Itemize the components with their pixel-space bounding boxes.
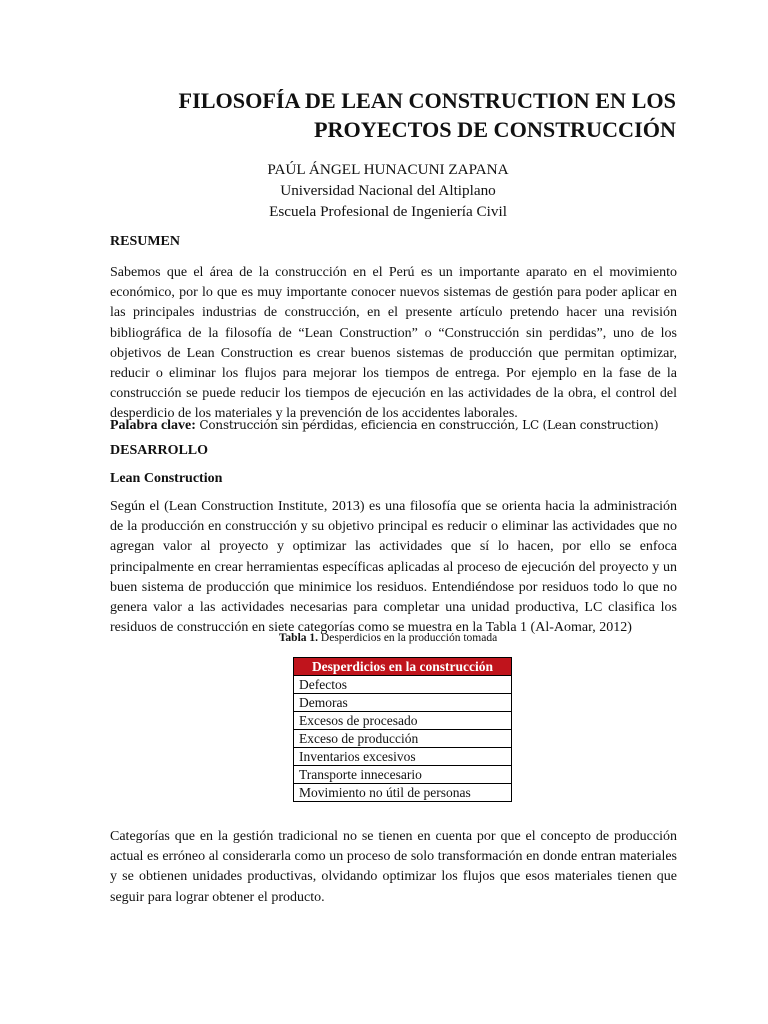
title-line-1: FILOSOFÍA DE LEAN CONSTRUCTION EN LOS [178,88,676,113]
body-line: de la producción en construcción y su objetivo principal es reducir o eliminar las actividades que no [110,519,677,535]
lean-construction-paragraph [110,497,677,638]
body-line: genera valor a las actividades necesarias para completar una unidad productiva, LC clasifica los [110,600,677,616]
table-header-row [294,658,512,676]
abstract-line: bibliográfica de la filosofía de “Lean Construction” o “Construcción sin perdidas”, uno de los [110,325,677,341]
table-row [294,676,512,694]
table-row [294,766,512,784]
body-line: agregan valor al proyecto y optimizar las actividades que sí lo hacen, por ello se enfoca [110,539,677,555]
author-name: PAÚL ÁNGEL HUNACUNI ZAPANA [267,161,509,178]
table-cell: Movimiento no útil de personas [294,784,512,802]
abstract-line: Sabemos que el área de la construcción en el Perú es un importante aparato en el movimiento [110,265,677,280]
table-caption [110,632,666,644]
closing-line: y se obtienen unidades productivas, olvidando optimizar los flujos que esos materiales tienen que [110,869,677,885]
table-cell: Demoras [294,694,512,712]
body-line: buen sistema de producción que minimice los residuos. Entendiéndose por residuos todo lo que no [110,579,677,595]
abstract-line: construcción se puede reducir los tiempos de ejecución en las actividades de la obra, el control del [110,386,677,402]
section-heading-desarrollo: DESARROLLO [110,443,209,458]
table-cell: Excesos de procesado [294,712,512,730]
table-cell: Inventarios excesivos [294,748,512,766]
title-line-2: PROYECTOS DE CONSTRUCCIÓN [313,117,676,142]
abstract-line: objetivos de Lean Construction es crear buenos sistemas de producción que permitan optimizar, [110,345,677,361]
closing-line: Categorías que en la gestión tradicional no se tienen en cuenta por que el concepto de producción [110,829,677,844]
body-line: Según el (Lean Construction Institute, 2013) es una filosofía que se orienta hacia la administración [110,499,677,514]
table-row [294,694,512,712]
author-block [110,159,666,222]
table-row [294,748,512,766]
body-line: residuos de construcción en siete categorías como se muestra en la Tabla 1 (Al-Aomar, 2012) [110,620,632,636]
abstract-line: reducir o eliminar los flujos para mejorar los tiempos de entrega. Por ejemplo en la fase de la [110,366,677,382]
abstract-paragraph [110,263,677,425]
author-university: Universidad Nacional del Altiplano [280,182,496,199]
table-row [294,730,512,748]
table-caption-label: Tabla 1. [278,632,319,644]
section-heading-resumen: RESUMEN [110,234,181,249]
paper-title [110,86,676,144]
subsection-heading-lean-construction: Lean Construction [110,471,223,486]
table-cell: Transporte innecesario [294,766,512,784]
abstract-line: económico, por lo que es muy importante conocer nuevos sistemas de gestión para poder aplicar en [110,285,677,301]
keywords [110,415,658,436]
waste-table [293,657,512,802]
abstract-line: las principales industrias de construcción, en el presente artículo pretendo hacer una revisión [110,305,677,321]
table-cell: Defectos [294,676,512,694]
closing-paragraph [110,827,677,908]
table-row [294,784,512,802]
table-header-cell: Desperdicios en la construcción [294,658,512,676]
table-caption-text: Desperdicios en la producción tomada [318,632,498,644]
closing-line: actual es erróneo al considerarla como un proceso de solo transformación en donde entran materiales [110,849,677,865]
table-row [294,712,512,730]
closing-line: seguir para lograr obtener el producto. [110,889,325,905]
body-line: principalmente en crear herramientas específicas aplicadas al proceso de ejecución del proyecto y un [110,559,677,575]
abstract-line: desperdicio de los materiales y la prevención de los accidentes laborales. [110,406,518,422]
keywords-text: Construcción sin pérdidas, eficiencia en construcción, LC (Lean construction) [199,418,659,432]
keywords-label: Palabra clave: [110,418,196,433]
table-cell: Exceso de producción [294,730,512,748]
author-school: Escuela Profesional de Ingeniería Civil [269,203,507,220]
